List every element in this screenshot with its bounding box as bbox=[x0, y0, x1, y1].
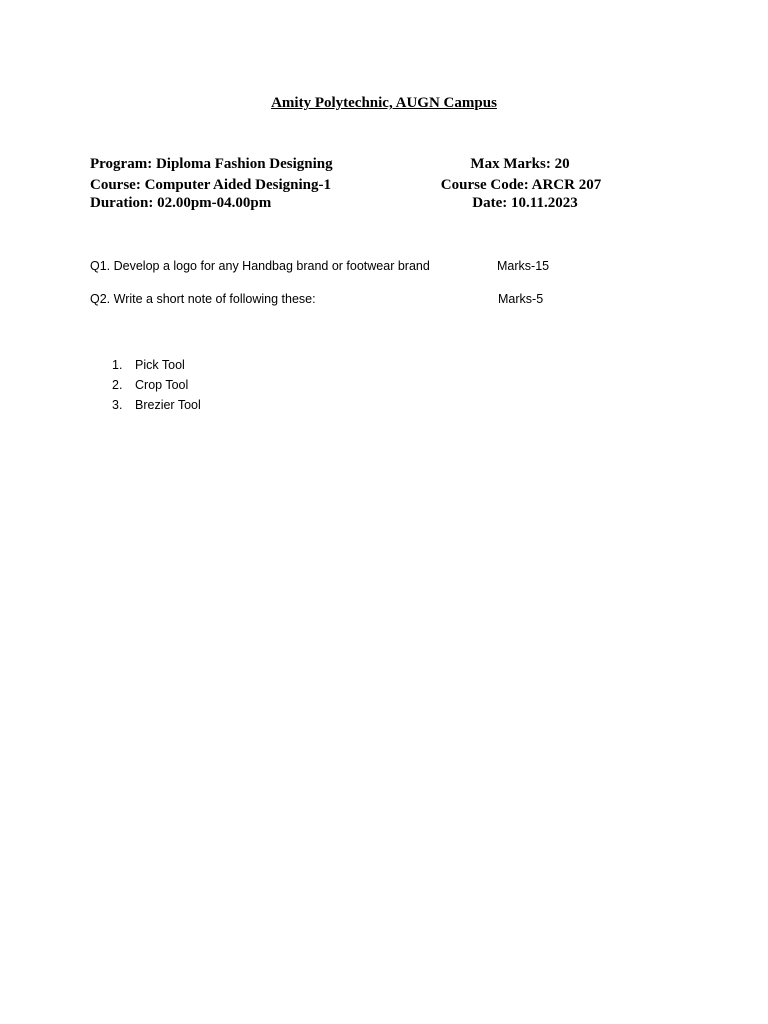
list-item-label: Pick Tool bbox=[135, 358, 185, 372]
duration-label: Duration: 02.00pm-04.00pm bbox=[90, 195, 272, 211]
question-1-marks: Marks-15 bbox=[497, 259, 550, 273]
program-label: Program: Diploma Fashion Designing bbox=[90, 156, 333, 172]
list-item bbox=[112, 377, 188, 393]
course-code-label: Course Code: ARCR 207 bbox=[440, 177, 602, 193]
list-item-number: 2. bbox=[112, 378, 123, 392]
list-item-number: 1. bbox=[112, 358, 123, 372]
document-title: Amity Polytechnic, AUGN Campus bbox=[271, 95, 497, 111]
list-item-number: 3. bbox=[112, 398, 123, 412]
question-2-marks: Marks-5 bbox=[498, 292, 544, 306]
list-item bbox=[112, 397, 201, 413]
course-label: Course: Computer Aided Designing-1 bbox=[90, 177, 331, 193]
list-item-label: Brezier Tool bbox=[135, 398, 201, 412]
date-label: Date: 10.11.2023 bbox=[472, 195, 578, 211]
max-marks-label: Max Marks: 20 bbox=[470, 156, 570, 172]
list-item-label: Crop Tool bbox=[135, 378, 189, 392]
list-item bbox=[112, 357, 185, 373]
question-2-text: Q2. Write a short note of following these: bbox=[90, 292, 316, 306]
question-1-text: Q1. Develop a logo for any Handbag brand or footwear brand bbox=[90, 259, 430, 273]
